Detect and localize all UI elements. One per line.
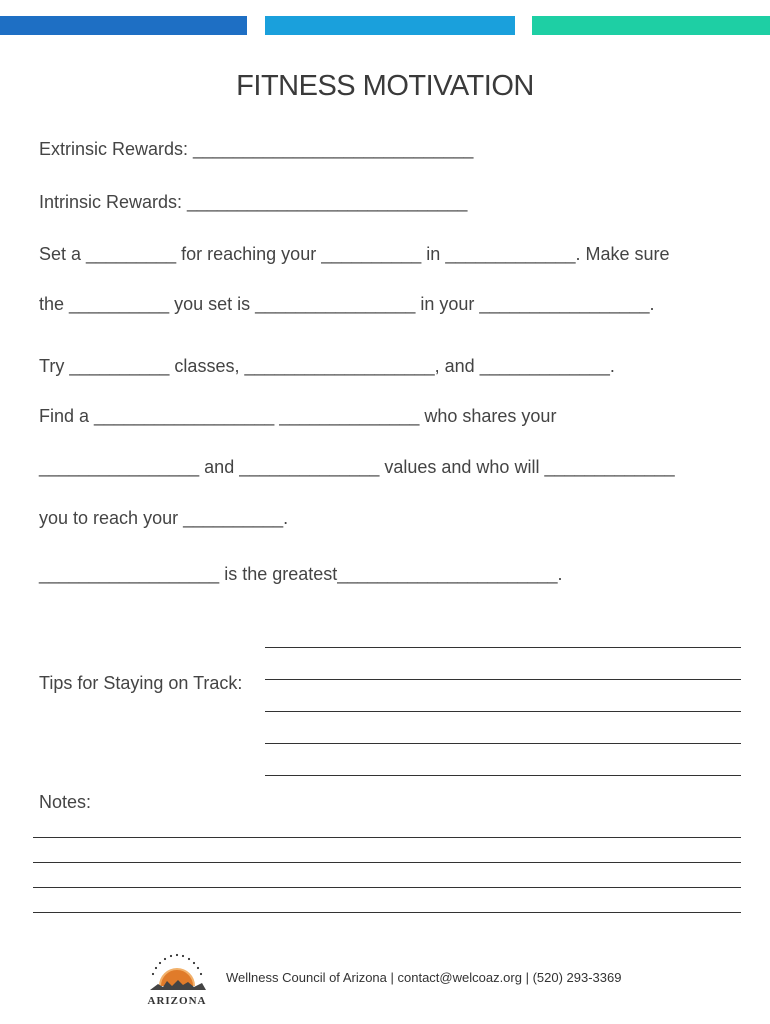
page-title: FITNESS MOTIVATION bbox=[236, 70, 534, 102]
tips-blank-line[interactable] bbox=[265, 647, 741, 648]
notes-blank-line[interactable] bbox=[33, 837, 741, 838]
sunrise-logo-icon bbox=[136, 950, 216, 1008]
header-bar-blue bbox=[0, 16, 247, 35]
try-classes-line: Try __________ classes, ___________________, and _____________. bbox=[39, 356, 615, 376]
header-bar-lightblue bbox=[265, 16, 515, 35]
goal-line-1: Set a _________ for reaching your __________ in _____________. Make sure bbox=[39, 244, 670, 264]
tips-blank-line[interactable] bbox=[265, 679, 741, 680]
extrinsic-rewards-line: Extrinsic Rewards: ____________________________ bbox=[39, 139, 474, 159]
tips-blank-line[interactable] bbox=[265, 711, 741, 712]
tips-label: Tips for Staying on Track: bbox=[39, 673, 243, 693]
notes-blank-line[interactable] bbox=[33, 887, 741, 888]
footer-contact: Wellness Council of Arizona | contact@welcoaz.org | (520) 293-3369 bbox=[226, 970, 622, 985]
goal-line-2: the __________ you set is ________________ in your _________________. bbox=[39, 294, 655, 314]
find-partner-line: Find a __________________ ______________ who shares your bbox=[39, 406, 557, 426]
notes-label: Notes: bbox=[39, 792, 92, 812]
tips-blank-line[interactable] bbox=[265, 743, 741, 744]
tips-blank-line[interactable] bbox=[265, 775, 741, 776]
intrinsic-rewards-line: Intrinsic Rewards: ____________________________ bbox=[39, 192, 468, 212]
notes-blank-line[interactable] bbox=[33, 862, 741, 863]
svg-text:ARIZONA: ARIZONA bbox=[147, 995, 207, 1007]
values-line: ________________ and ______________ values and who will _____________ bbox=[39, 457, 675, 477]
header-bar-teal bbox=[532, 16, 770, 35]
reach-line: you to reach your __________. bbox=[39, 508, 289, 528]
greatest-line: __________________ is the greatest______________________. bbox=[39, 564, 563, 584]
notes-blank-line[interactable] bbox=[33, 912, 741, 913]
